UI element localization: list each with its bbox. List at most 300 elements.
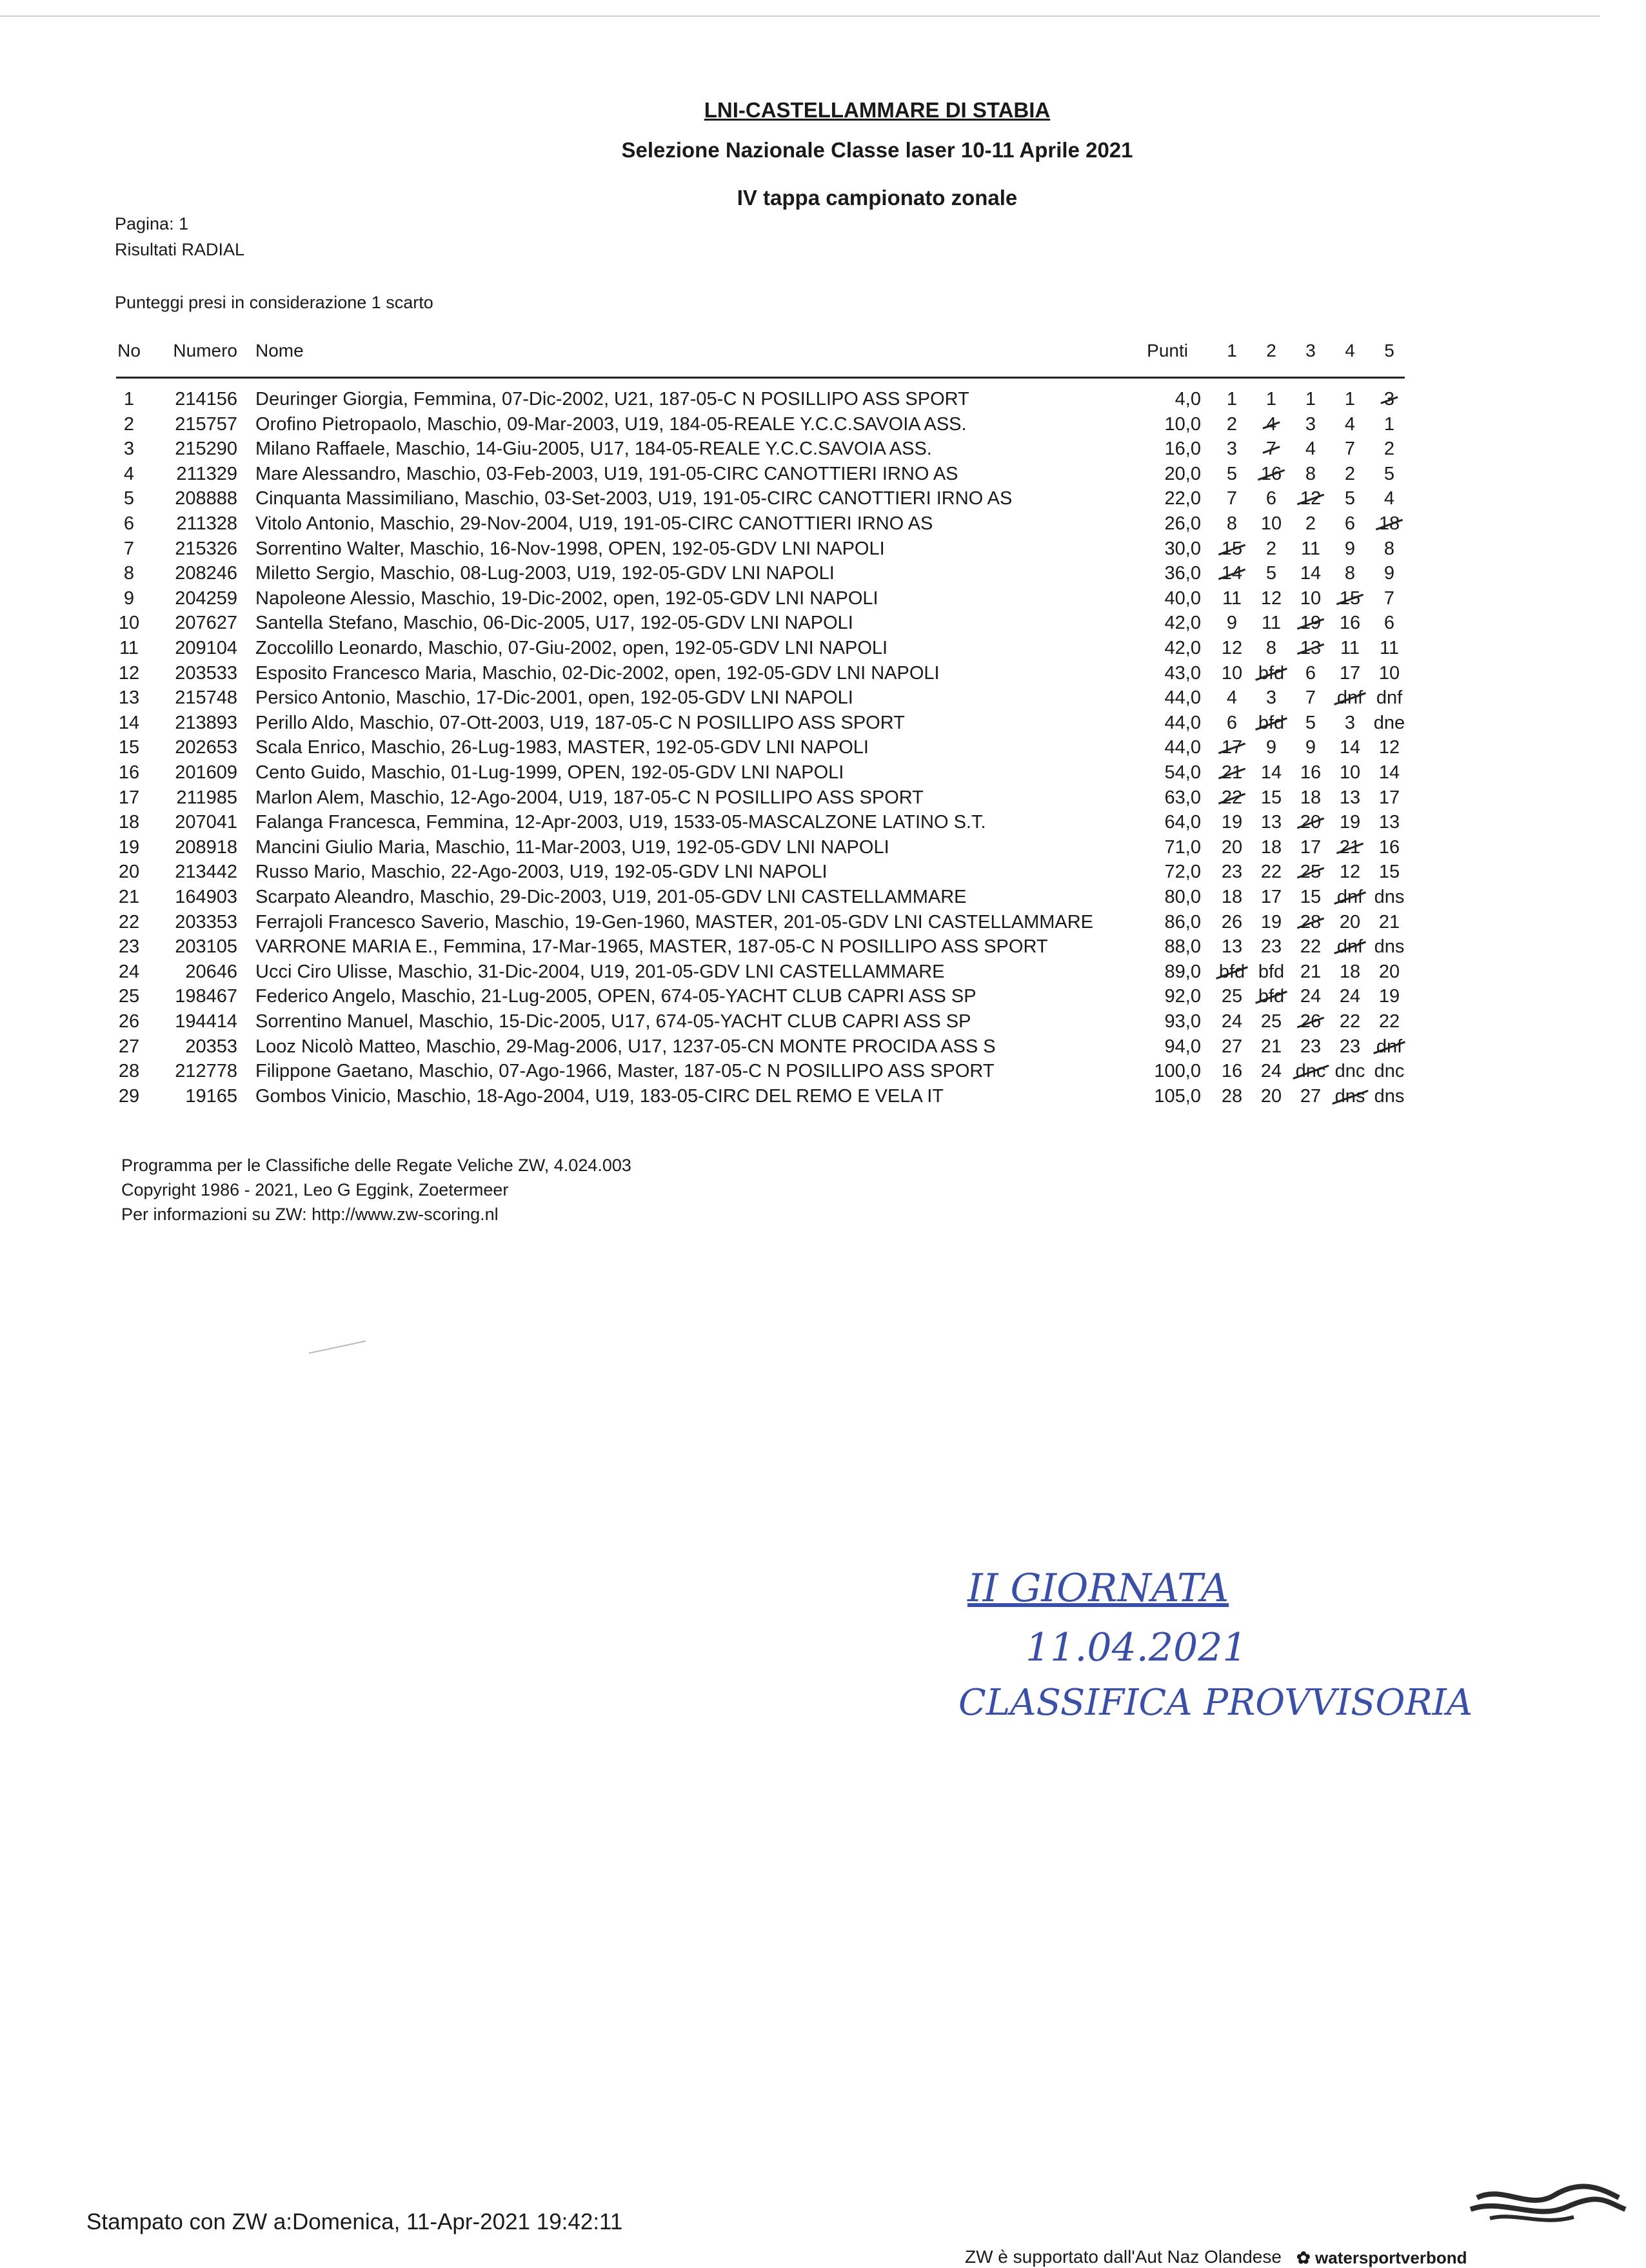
- row-rank: [97, 960, 161, 984]
- row-race-4-score-text: 1: [1344, 389, 1356, 409]
- row-race-5-score: [1370, 486, 1409, 511]
- row-rank: [97, 561, 161, 586]
- row-race-3-score-text: 25: [1300, 860, 1321, 884]
- row-points-text: 40,0: [1164, 588, 1201, 609]
- row-sail-number-text: 198467: [175, 986, 237, 1007]
- row-race-2-score-text: 7: [1266, 437, 1276, 461]
- row-race-1-score: [1213, 586, 1251, 611]
- row-race-1-score-text: 12: [1221, 638, 1243, 658]
- row-rank-text: 7: [123, 538, 135, 559]
- row-points: [1109, 685, 1201, 710]
- row-rank-text: 24: [118, 961, 140, 982]
- row-rank: [97, 984, 161, 1009]
- row-points: [1109, 711, 1201, 735]
- row-points-text: 88,0: [1164, 936, 1201, 957]
- col-header-race-2: 2: [1266, 340, 1276, 360]
- row-race-2-score: [1252, 760, 1291, 785]
- row-sailor: [255, 960, 945, 984]
- row-points-text: 54,0: [1164, 762, 1201, 783]
- row-race-5-score: [1370, 462, 1409, 486]
- row-sailor-text: Santella Stefano, Maschio, 06-Dic-2005, U17, 192-05-GDV LNI NAPOLI: [255, 613, 853, 633]
- row-race-2-score-text: bfd: [1258, 984, 1284, 1009]
- row-race-4-score: [1331, 586, 1369, 611]
- row-race-5-score: [1370, 910, 1409, 934]
- row-sail-number: [161, 984, 237, 1009]
- col-header-nome: Nome: [255, 340, 304, 360]
- row-sail-number: [161, 636, 237, 660]
- row-race-4-score-text: 13: [1339, 787, 1361, 808]
- row-race-5-score-text: 18: [1379, 511, 1400, 536]
- handwritten-status: CLASSIFICA PROVVISORIA: [958, 1682, 1473, 1724]
- row-sail-number: [161, 685, 237, 710]
- row-race-1-score: [1213, 835, 1251, 860]
- row-rank: [97, 586, 161, 611]
- row-race-3-score: [1291, 387, 1330, 411]
- row-race-3-score-text: 28: [1300, 910, 1321, 934]
- row-sail-number-text: 211328: [176, 513, 237, 534]
- row-points-text: 80,0: [1164, 887, 1201, 907]
- row-race-3-score: [1291, 711, 1330, 735]
- row-race-4-score: [1331, 760, 1369, 785]
- row-race-1-score-text: 24: [1221, 1011, 1243, 1032]
- row-sailor-text: Persico Antonio, Maschio, 17-Dic-2001, open, 192-05-GDV LNI NAPOLI: [255, 687, 853, 708]
- row-race-1-score: [1213, 1059, 1251, 1083]
- row-rank: [97, 1084, 161, 1109]
- row-rank-text: 4: [123, 464, 135, 484]
- row-race-5-score: [1370, 511, 1409, 536]
- row-points: [1109, 537, 1201, 561]
- row-points-text: 30,0: [1164, 538, 1201, 559]
- row-sailor: [255, 934, 1048, 959]
- row-sail-number-text: 194414: [175, 1011, 237, 1032]
- row-race-3-score-text: 14: [1300, 563, 1322, 584]
- row-race-3-score-text: 27: [1300, 1086, 1322, 1107]
- row-race-1-score: [1213, 437, 1251, 461]
- row-points: [1109, 785, 1201, 810]
- row-race-5-score: [1370, 586, 1409, 611]
- row-race-4-score: [1331, 810, 1369, 834]
- row-race-2-score: [1252, 685, 1291, 710]
- row-sailor: [255, 735, 869, 760]
- row-points-text: 10,0: [1164, 414, 1201, 435]
- row-race-4-score-text: dnf: [1337, 885, 1363, 909]
- row-points-text: 64,0: [1164, 812, 1201, 833]
- row-race-5-score-text: 8: [1383, 538, 1395, 559]
- row-sailor: [255, 1084, 944, 1109]
- row-race-4-score-text: 8: [1344, 563, 1356, 584]
- row-race-5-score: [1370, 561, 1409, 586]
- col-header-race-1: 1: [1227, 340, 1237, 360]
- row-sail-number: [161, 1059, 237, 1083]
- row-race-5-score-text: 1: [1383, 414, 1395, 435]
- row-points-text: 94,0: [1164, 1036, 1201, 1057]
- row-race-2-score: [1252, 835, 1291, 860]
- row-sailor-text: Cinquanta Massimiliano, Maschio, 03-Set-2003, U19, 191-05-CIRC CANOTTIERI IRNO AS: [255, 488, 1013, 509]
- row-sail-number: [161, 1034, 237, 1059]
- row-race-3-score: [1291, 1009, 1330, 1034]
- row-race-3-score: [1291, 835, 1330, 860]
- row-sailor: [255, 810, 986, 834]
- row-race-5-score: [1370, 1084, 1409, 1109]
- row-race-2-score-text: 19: [1260, 912, 1282, 932]
- row-points: [1109, 810, 1201, 834]
- row-sailor: [255, 537, 885, 561]
- row-rank-text: 13: [118, 687, 140, 708]
- row-race-2-score: [1252, 1034, 1291, 1059]
- row-race-1-score-text: 27: [1221, 1036, 1243, 1057]
- row-points-text: 71,0: [1164, 837, 1201, 858]
- row-race-2-score: [1252, 1009, 1291, 1034]
- row-race-2-score: [1252, 486, 1291, 511]
- row-race-3-score-text: 13: [1300, 636, 1321, 660]
- row-race-4-score-text: dnf: [1337, 685, 1363, 710]
- row-race-1-score: [1213, 636, 1251, 660]
- row-race-3-score-text: 9: [1305, 737, 1316, 758]
- row-race-5-score-text: 19: [1378, 986, 1400, 1007]
- row-race-2-score-text: 24: [1260, 1061, 1282, 1081]
- row-sailor-text: Ferrajoli Francesco Saverio, Maschio, 19-Gen-1960, MASTER, 201-05-GDV LNI CASTELLAMMARE: [255, 912, 1094, 932]
- row-race-1-score: [1213, 661, 1251, 685]
- col-header-race-5: 5: [1384, 340, 1394, 360]
- row-sail-number-text: 202653: [175, 737, 237, 758]
- row-race-2-score: [1252, 1059, 1291, 1083]
- row-points: [1109, 860, 1201, 884]
- row-rank-text: 15: [118, 737, 140, 758]
- row-sail-number-text: 20353: [185, 1036, 237, 1057]
- row-sailor-text: VARRONE MARIA E., Femmina, 17-Mar-1965, MASTER, 187-05-C N POSILLIPO ASS SPORT: [255, 936, 1048, 957]
- row-rank-text: 16: [118, 762, 140, 783]
- row-race-5-score: [1370, 437, 1409, 461]
- row-race-2-score: [1252, 711, 1291, 735]
- results-class: Risultati RADIAL: [115, 240, 245, 259]
- row-rank-text: 27: [118, 1036, 140, 1057]
- row-race-3-score: [1291, 984, 1330, 1009]
- row-race-3-score: [1291, 437, 1330, 461]
- row-sailor: [255, 437, 932, 461]
- row-race-3-score: [1291, 685, 1330, 710]
- row-sail-number-text: 203533: [175, 663, 237, 684]
- row-race-2-score-text: 8: [1265, 638, 1277, 658]
- row-race-4-score-text: dns: [1335, 1084, 1365, 1109]
- row-race-2-score: [1252, 586, 1291, 611]
- row-sailor-text: Mare Alessandro, Maschio, 03-Feb-2003, U19, 191-05-CIRC CANOTTIERI IRNO AS: [255, 464, 958, 484]
- row-rank: [97, 810, 161, 834]
- row-race-5-score-text: dnf: [1376, 687, 1403, 708]
- row-race-5-score-text: dne: [1373, 713, 1405, 733]
- row-sail-number: [161, 511, 237, 536]
- row-sail-number-text: 208918: [175, 837, 237, 858]
- row-points-text: 100,0: [1154, 1061, 1201, 1081]
- row-race-2-score-text: 12: [1260, 588, 1282, 609]
- row-race-3-score: [1291, 760, 1330, 785]
- row-race-4-score-text: 21: [1340, 835, 1360, 860]
- row-race-4-score: [1331, 1009, 1369, 1034]
- row-rank: [97, 735, 161, 760]
- row-race-4-score: [1331, 835, 1369, 860]
- row-race-3-score-text: 18: [1300, 787, 1322, 808]
- row-points: [1109, 760, 1201, 785]
- row-points: [1109, 437, 1201, 461]
- row-race-5-score: [1370, 785, 1409, 810]
- row-sail-number-text: 215326: [175, 538, 237, 559]
- row-rank: [97, 885, 161, 909]
- row-race-4-score: [1331, 661, 1369, 685]
- row-race-1-score-text: 8: [1226, 513, 1238, 534]
- row-sailor: [255, 885, 967, 909]
- row-sail-number: [161, 486, 237, 511]
- row-race-3-score: [1291, 661, 1330, 685]
- row-sailor-text: Orofino Pietropaolo, Maschio, 09-Mar-2003, U19, 184-05-REALE Y.C.C.SAVOIA ASS.: [255, 414, 967, 435]
- row-sailor: [255, 511, 933, 536]
- row-rank-text: 12: [118, 663, 140, 684]
- row-sailor: [255, 462, 958, 486]
- row-sail-number: [161, 387, 237, 411]
- row-points: [1109, 561, 1201, 586]
- row-race-3-score: [1291, 1034, 1330, 1059]
- row-race-1-score-text: 10: [1221, 663, 1243, 684]
- row-race-1-score: [1213, 934, 1251, 959]
- row-race-5-score-text: 20: [1378, 961, 1400, 982]
- row-sail-number-text: 213442: [175, 862, 237, 882]
- row-sail-number: [161, 611, 237, 635]
- row-rank-text: 5: [123, 488, 135, 509]
- discard-note: Punteggi presi in considerazione 1 scarto: [115, 293, 433, 312]
- row-race-1-score: [1213, 511, 1251, 536]
- row-sail-number-text: 203353: [175, 912, 237, 932]
- row-points: [1109, 462, 1201, 486]
- col-header-no: No: [117, 340, 141, 360]
- row-race-2-score-text: 15: [1260, 787, 1282, 808]
- row-race-2-score-text: 23: [1260, 936, 1282, 957]
- row-race-3-score-text: dnc: [1296, 1059, 1326, 1083]
- row-race-2-score: [1252, 860, 1291, 884]
- row-race-4-score-text: 17: [1339, 663, 1361, 684]
- row-rank: [97, 437, 161, 461]
- row-rank: [97, 685, 161, 710]
- row-sail-number-text: 214156: [175, 389, 237, 409]
- row-rank-text: 28: [118, 1061, 140, 1081]
- row-points-text: 22,0: [1164, 488, 1201, 509]
- row-race-4-score-text: 2: [1344, 464, 1356, 484]
- row-sailor: [255, 387, 969, 411]
- row-race-4-score: [1331, 537, 1369, 561]
- row-points: [1109, 735, 1201, 760]
- row-race-1-score-text: 21: [1222, 760, 1242, 785]
- row-sail-number-text: 213893: [175, 713, 237, 733]
- row-race-3-score-text: 1: [1305, 389, 1316, 409]
- row-points: [1109, 1009, 1201, 1034]
- row-points-text: 36,0: [1164, 563, 1201, 584]
- row-race-5-score-text: 9: [1383, 563, 1395, 584]
- row-race-1-score-text: 22: [1222, 785, 1242, 810]
- row-race-3-score: [1291, 611, 1330, 635]
- program-note: Programma per le Classifiche delle Regate Veliche ZW, 4.024.003: [121, 1156, 631, 1175]
- row-race-1-score-text: 18: [1221, 887, 1243, 907]
- row-points: [1109, 1059, 1201, 1083]
- row-race-3-score: [1291, 960, 1330, 984]
- row-sail-number-text: 19165: [185, 1086, 237, 1107]
- row-sail-number: [161, 462, 237, 486]
- row-race-1-score: [1213, 984, 1251, 1009]
- row-sailor: [255, 561, 835, 586]
- row-race-5-score: [1370, 1059, 1409, 1083]
- row-race-4-score-text: 18: [1339, 961, 1361, 982]
- row-race-5-score-text: 13: [1378, 812, 1400, 833]
- page-number: Pagina: 1: [115, 214, 189, 233]
- row-race-1-score: [1213, 885, 1251, 909]
- row-sail-number-text: 207627: [175, 613, 237, 633]
- row-race-5-score-text: 5: [1383, 464, 1395, 484]
- row-rank: [97, 760, 161, 785]
- row-race-4-score: [1331, 885, 1369, 909]
- row-rank-text: 8: [123, 563, 135, 584]
- row-sailor: [255, 785, 924, 810]
- row-sail-number: [161, 934, 237, 959]
- row-race-3-score-text: 20: [1300, 810, 1321, 834]
- row-race-3-score-text: 19: [1300, 611, 1321, 635]
- row-rank: [97, 835, 161, 860]
- row-race-4-score-text: 3: [1344, 713, 1356, 733]
- row-rank: [97, 661, 161, 685]
- row-race-4-score: [1331, 711, 1369, 735]
- row-rank: [97, 785, 161, 810]
- row-race-2-score: [1252, 885, 1291, 909]
- row-race-1-score-text: 13: [1221, 936, 1243, 957]
- row-sail-number: [161, 537, 237, 561]
- row-rank: [97, 711, 161, 735]
- row-race-5-score-text: 16: [1378, 837, 1400, 858]
- row-points-text: 4,0: [1175, 389, 1201, 409]
- row-race-3-score: [1291, 1059, 1330, 1083]
- row-race-4-score-text: 16: [1339, 613, 1361, 633]
- row-sailor-text: Looz Nicolò Matteo, Maschio, 29-Mag-2006, U17, 1237-05-CN MONTE PROCIDA ASS S: [255, 1036, 996, 1057]
- row-race-4-score: [1331, 437, 1369, 461]
- row-race-3-score-text: 22: [1300, 936, 1322, 957]
- row-race-2-score-text: 17: [1260, 887, 1282, 907]
- row-points: [1109, 611, 1201, 635]
- row-rank: [97, 412, 161, 437]
- row-sailor-text: Scala Enrico, Maschio, 26-Lug-1983, MASTER, 192-05-GDV LNI NAPOLI: [255, 737, 869, 758]
- row-race-5-score: [1370, 934, 1409, 959]
- row-sailor: [255, 860, 828, 884]
- row-sail-number-text: 211985: [176, 787, 237, 808]
- row-race-3-score-text: 11: [1300, 538, 1321, 559]
- row-sailor-text: Mancini Giulio Maria, Maschio, 11-Mar-2003, U19, 192-05-GDV LNI NAPOLI: [255, 837, 889, 858]
- row-race-3-score-text: 6: [1305, 663, 1316, 684]
- row-race-5-score-text: 11: [1379, 638, 1400, 658]
- row-sail-number-text: 215757: [175, 414, 237, 435]
- row-race-5-score-text: 10: [1378, 663, 1400, 684]
- row-race-5-score: [1370, 685, 1409, 710]
- row-sailor: [255, 661, 940, 685]
- header-rule: [116, 377, 1405, 379]
- row-sail-number: [161, 735, 237, 760]
- row-points-text: 26,0: [1164, 513, 1201, 534]
- row-race-1-score: [1213, 611, 1251, 635]
- row-rank-text: 22: [118, 912, 140, 932]
- row-race-1-score-text: 1: [1226, 389, 1238, 409]
- row-race-5-score: [1370, 960, 1409, 984]
- row-rank-text: 19: [118, 837, 140, 858]
- row-race-4-score: [1331, 486, 1369, 511]
- row-race-5-score-text: 14: [1378, 762, 1400, 783]
- info-note: Per informazioni su ZW: http://www.zw-scoring.nl: [121, 1205, 499, 1224]
- row-sail-number: [161, 711, 237, 735]
- row-rank: [97, 910, 161, 934]
- row-race-3-score: [1291, 586, 1330, 611]
- row-race-5-score-text: 17: [1378, 787, 1400, 808]
- row-sail-number-text: 209104: [175, 638, 237, 658]
- row-points: [1109, 1084, 1201, 1109]
- row-race-4-score-text: 7: [1344, 439, 1356, 459]
- row-race-1-score: [1213, 387, 1251, 411]
- row-race-1-score: [1213, 810, 1251, 834]
- row-race-4-score: [1331, 511, 1369, 536]
- row-points-text: 44,0: [1164, 713, 1201, 733]
- row-rank: [97, 934, 161, 959]
- row-sailor-text: Milano Raffaele, Maschio, 14-Giu-2005, U17, 184-05-REALE Y.C.C.SAVOIA ASS.: [255, 439, 932, 459]
- row-sail-number: [161, 885, 237, 909]
- row-sail-number-text: 215290: [175, 439, 237, 459]
- row-sail-number: [161, 760, 237, 785]
- row-sailor: [255, 1059, 995, 1083]
- row-race-4-score: [1331, 785, 1369, 810]
- row-race-2-score: [1252, 611, 1291, 635]
- row-sailor-text: Russo Mario, Maschio, 22-Ago-2003, U19, 192-05-GDV LNI NAPOLI: [255, 862, 828, 882]
- row-race-4-score-text: 14: [1339, 737, 1361, 758]
- row-points: [1109, 661, 1201, 685]
- row-race-3-score: [1291, 860, 1330, 884]
- row-race-2-score-text: 21: [1260, 1036, 1282, 1057]
- row-rank-text: 20: [118, 862, 140, 882]
- row-race-4-score-text: 5: [1344, 488, 1356, 509]
- row-race-4-score: [1331, 636, 1369, 660]
- row-points: [1109, 934, 1201, 959]
- row-race-1-score-text: 11: [1222, 588, 1242, 609]
- row-points-text: 44,0: [1164, 737, 1201, 758]
- row-race-3-score: [1291, 537, 1330, 561]
- row-points-text: 43,0: [1164, 663, 1201, 684]
- row-race-5-score: [1370, 835, 1409, 860]
- row-sailor-text: Falanga Francesca, Femmina, 12-Apr-2003, U19, 1533-05-MASCALZONE LATINO S.T.: [255, 812, 986, 833]
- row-race-4-score-text: 11: [1340, 638, 1360, 658]
- row-sailor-text: Miletto Sergio, Maschio, 08-Lug-2003, U19, 192-05-GDV LNI NAPOLI: [255, 563, 835, 584]
- row-race-5-score-text: dnf: [1376, 1034, 1402, 1059]
- row-race-5-score-text: 15: [1378, 862, 1400, 882]
- row-sailor-text: Cento Guido, Maschio, 01-Lug-1999, OPEN, 192-05-GDV LNI NAPOLI: [255, 762, 844, 783]
- row-race-4-score: [1331, 735, 1369, 760]
- row-race-4-score-text: 10: [1339, 762, 1361, 783]
- row-points: [1109, 1034, 1201, 1059]
- row-race-3-score: [1291, 810, 1330, 834]
- row-race-4-score-text: 22: [1339, 1011, 1361, 1032]
- row-sail-number: [161, 412, 237, 437]
- row-sail-number-text: 208888: [175, 488, 237, 509]
- row-race-3-score-text: 3: [1305, 414, 1316, 435]
- row-rank-text: 18: [118, 812, 140, 833]
- row-sail-number: [161, 586, 237, 611]
- row-sail-number: [161, 437, 237, 461]
- row-race-3-score-text: 23: [1300, 1036, 1322, 1057]
- row-rank-text: 10: [118, 613, 140, 633]
- row-race-1-score-text: 25: [1221, 986, 1243, 1007]
- row-race-5-score: [1370, 711, 1409, 735]
- document-subtitle: Selezione Nazionale Classe laser 10-11 Aprile 2021: [621, 138, 1133, 162]
- row-race-2-score: [1252, 511, 1291, 536]
- row-race-2-score-text: 20: [1260, 1086, 1282, 1107]
- row-sailor-text: Federico Angelo, Maschio, 21-Lug-2005, OPEN, 674-05-YACHT CLUB CAPRI ASS SP: [255, 986, 977, 1007]
- row-race-2-score-text: bfd: [1258, 961, 1285, 982]
